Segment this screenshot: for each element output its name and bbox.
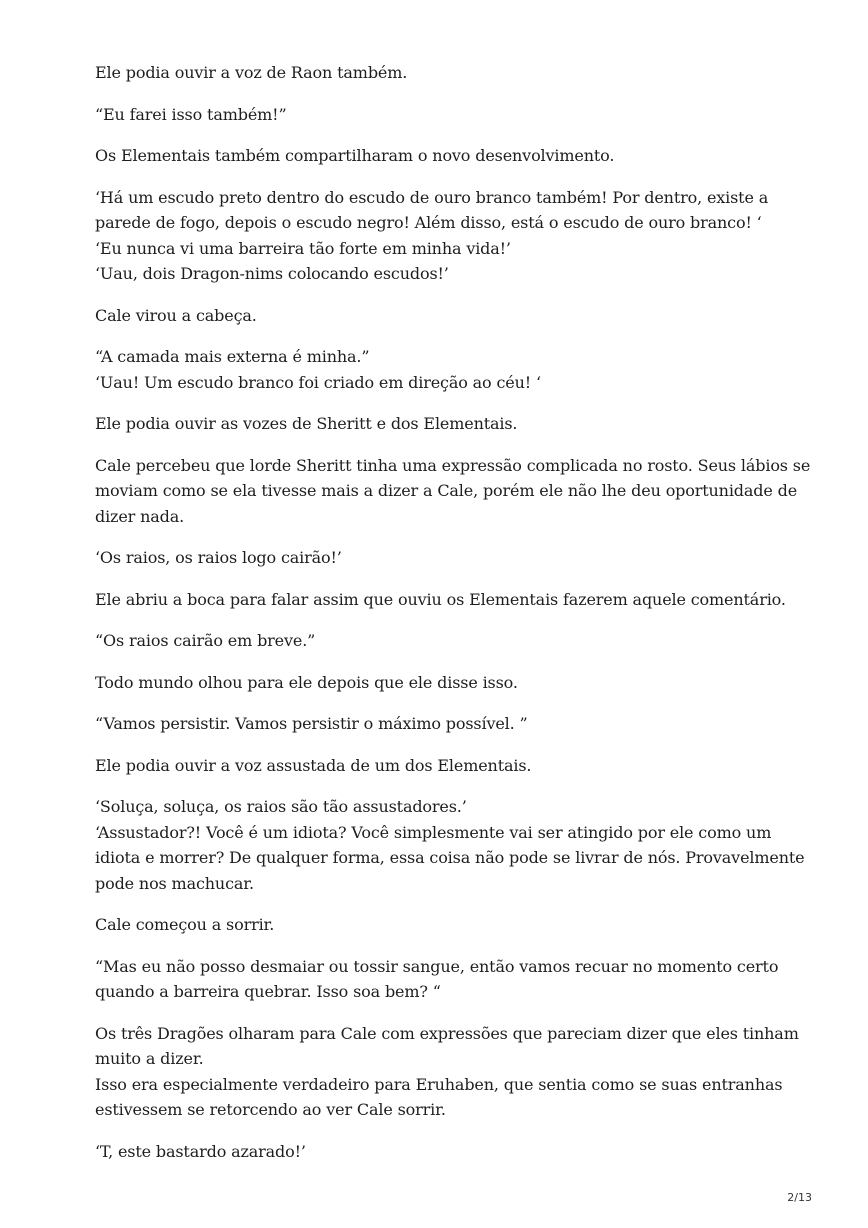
- paragraph: [95, 411, 795, 437]
- text-line: Ele abriu a boca para falar assim que ouviu os Elementais fazerem aquele comentário.: [95, 589, 786, 609]
- paragraph: [95, 344, 795, 395]
- paragraph: [95, 143, 795, 169]
- text-line: Todo mundo olhou para ele depois que ele disse isso.: [95, 672, 518, 692]
- text-line: “Vamos persistir. Vamos persistir o máximo possível. ”: [95, 714, 528, 733]
- paragraph: [95, 628, 795, 654]
- paragraph: [95, 753, 795, 779]
- paragraph: [95, 1021, 799, 1123]
- text-line: ‘Uau, dois Dragon-nims colocando escudos!’: [95, 264, 449, 283]
- paragraph: [95, 102, 795, 128]
- text-line: “Eu farei isso também!”: [95, 104, 287, 124]
- text-line: Cale começou a sorrir.: [95, 915, 275, 934]
- paragraph: [95, 794, 805, 896]
- paragraph: [95, 587, 795, 613]
- page-number: 2/13: [787, 1191, 812, 1204]
- paragraph: [95, 954, 795, 1005]
- text-line: estivessem se retorcendo ao ver Cale sorrir.: [95, 1100, 446, 1119]
- paragraph: [95, 670, 795, 696]
- text-line: moviam como se ela tivesse mais a dizer a Cale, porém ele não lhe deu oportunidade de: [95, 481, 798, 500]
- text-line: ‘T, este bastardo azarado!’: [95, 1141, 306, 1161]
- paragraph: [95, 912, 795, 938]
- document-body: [95, 60, 811, 1180]
- text-line: parede de fogo, depois o escudo negro! Além disso, está o escudo de ouro branco! ‘: [95, 213, 762, 232]
- paragraph: [95, 185, 795, 287]
- text-line: ‘Os raios, os raios logo cairão!’: [95, 548, 342, 567]
- text-line: “Mas eu não posso desmaiar ou tossir sangue, então vamos recuar no momento certo: [95, 956, 779, 976]
- text-line: Os três Dragões olharam para Cale com expressões que pareciam dizer que eles tinham: [95, 1023, 799, 1043]
- text-line: dizer nada.: [95, 506, 185, 526]
- text-line: pode nos machucar.: [95, 873, 254, 893]
- text-line: ‘Uau! Um escudo branco foi criado em direção ao céu! ‘: [95, 372, 541, 392]
- text-line: Os Elementais também compartilharam o novo desenvolvimento.: [95, 146, 615, 165]
- paragraph: [95, 711, 795, 737]
- paragraph: [95, 303, 795, 329]
- text-line: Ele podia ouvir a voz assustada de um dos Elementais.: [95, 755, 532, 775]
- text-line: quando a barreira quebrar. Isso soa bem? “: [95, 982, 441, 1001]
- paragraph: [95, 60, 795, 86]
- text-line: idiota e morrer? De qualquer forma, essa coisa não pode se livrar de nós. Provavelmente: [95, 848, 805, 867]
- paragraph: [95, 545, 795, 571]
- text-line: Ele podia ouvir a voz de Raon também.: [95, 63, 408, 82]
- text-line: ‘Soluça, soluça, os raios são tão assustadores.’: [95, 797, 467, 816]
- text-line: “Os raios cairão em breve.”: [95, 631, 316, 650]
- text-line: ‘Assustador?! Você é um idiota? Você simplesmente vai ser atingido por ele como um: [95, 822, 772, 842]
- text-line: ‘Eu nunca vi uma barreira tão forte em minha vida!’: [95, 238, 511, 258]
- text-line: Cale percebeu que lorde Sheritt tinha uma expressão complicada no rosto. Seus lábios se: [95, 455, 811, 475]
- text-line: Isso era especialmente verdadeiro para Eruhaben, que sentia como se suas entranhas: [95, 1074, 783, 1094]
- text-line: ‘Há um escudo preto dentro do escudo de ouro branco também! Por dentro, existe a: [95, 187, 769, 207]
- text-line: Ele podia ouvir as vozes de Sheritt e dos Elementais.: [95, 414, 518, 433]
- text-line: muito a dizer.: [95, 1049, 204, 1068]
- text-line: Cale virou a cabeça.: [95, 305, 257, 325]
- paragraph: [95, 1139, 795, 1165]
- paragraph: [95, 453, 811, 530]
- text-line: “A camada mais externa é minha.”: [95, 347, 370, 366]
